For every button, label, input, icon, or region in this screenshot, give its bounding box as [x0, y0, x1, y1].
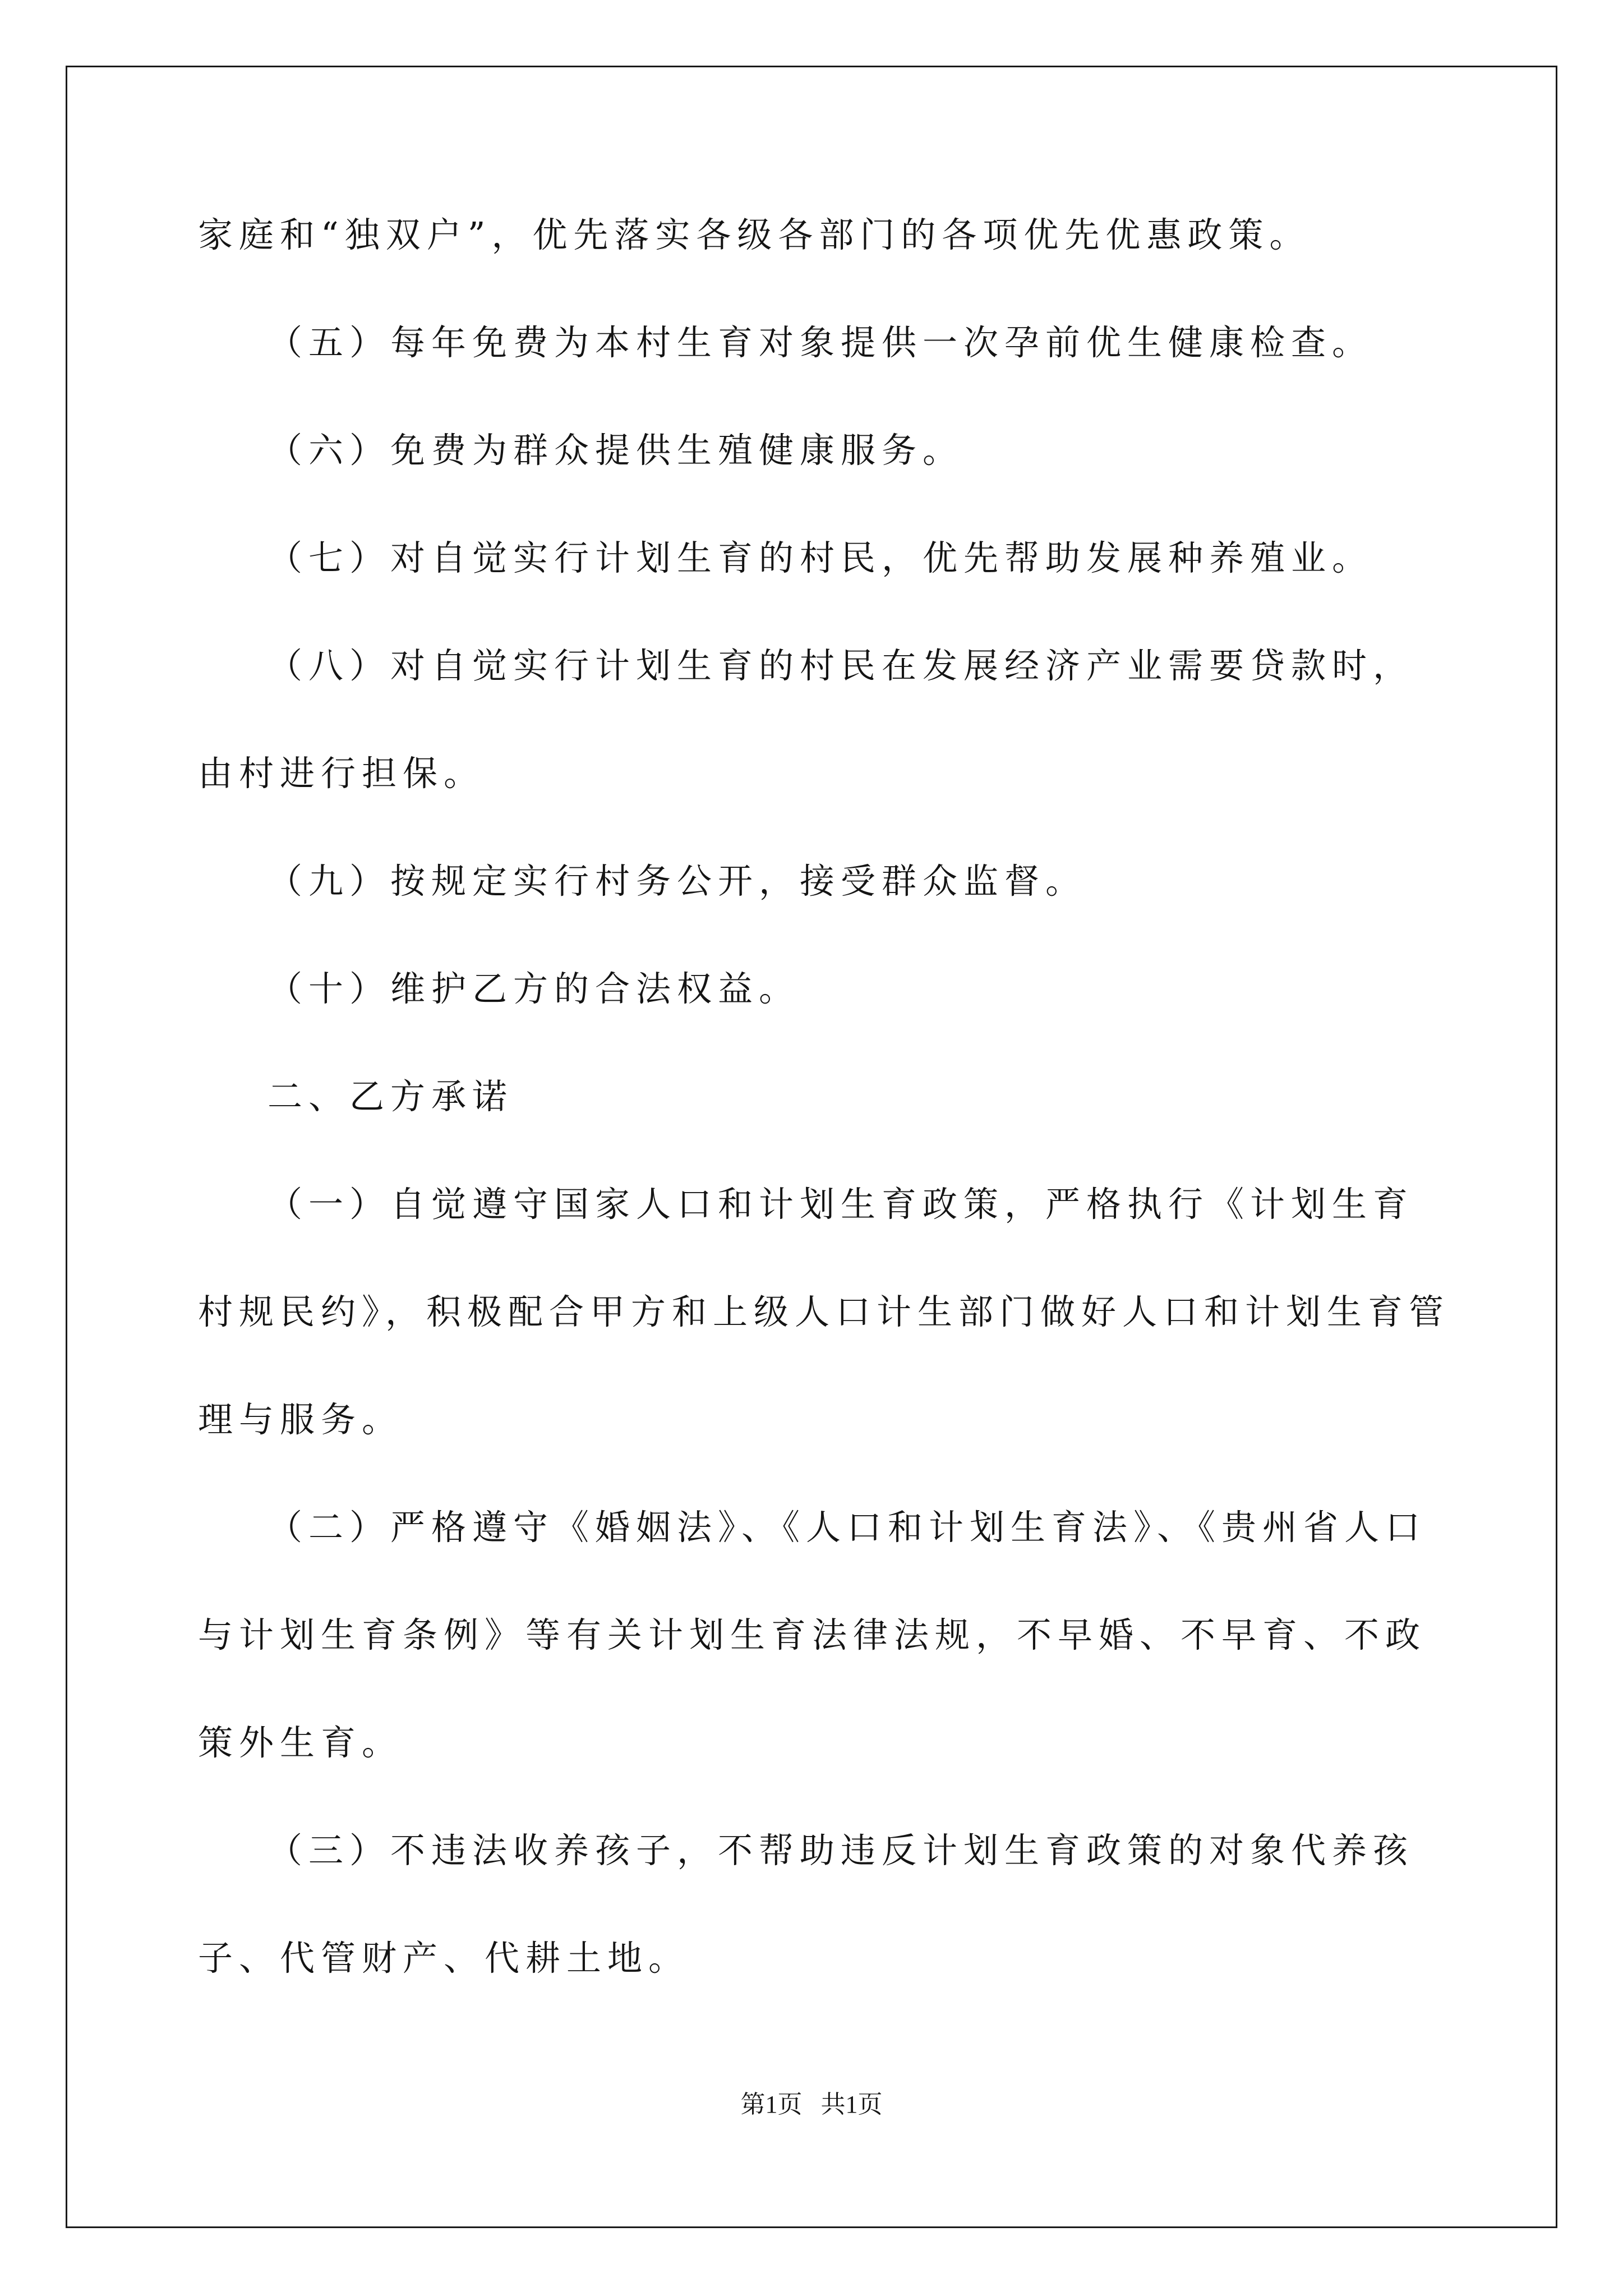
paragraph-line: 策外生育。 — [198, 1722, 403, 1763]
document-body — [198, 209, 1450, 1984]
paragraph-line: 与计划生育条例》等有关计划生育法律法规，不早婚、不早育、不政 — [198, 1614, 1427, 1655]
paragraph-line: 子、代管财产、代耕土地。 — [198, 1938, 690, 1978]
paragraph-line: 家庭和“独双户”，优先落实各级各部门的各项优先优惠政策。 — [198, 214, 1311, 255]
paragraph-line: （五）每年免费为本村生育对象提供一次孕前优生健康检查。 — [268, 322, 1373, 363]
page-number-footer: 第1页 共1页 — [740, 2091, 883, 2118]
paragraph-line: （二）严格遵守《婚姻法》、《人口和计划生育法》、《贵州省人口 — [268, 1507, 1427, 1548]
paragraph-line: 由村进行担保。 — [198, 753, 485, 794]
section-heading: 二、乙方承诺 — [268, 1076, 514, 1117]
paragraph-line: （六）免费为群众提供生殖健康服务。 — [268, 430, 964, 471]
paragraph-line: （七）对自觉实行计划生育的村民，优先帮助发展种养殖业。 — [268, 537, 1373, 578]
paragraph-line: 村规民约》，积极配合甲方和上级人口计生部门做好人口和计划生育管 — [198, 1291, 1450, 1332]
paragraph-line: （十）维护乙方的合法权益。 — [268, 968, 800, 1009]
paragraph-line: （一）自觉遵守国家人口和计划生育政策，严格执行《计划生育 — [268, 1184, 1414, 1225]
paragraph-line: （八）对自觉实行计划生育的村民在发展经济产业需要贷款时， — [268, 645, 1414, 686]
paragraph-line: （九）按规定实行村务公开，接受群众监督。 — [268, 861, 1087, 901]
paragraph-line: 理与服务。 — [198, 1399, 403, 1440]
paragraph-line: （三）不违法收养孩子，不帮助违反计划生育政策的对象代养孩 — [268, 1830, 1414, 1871]
